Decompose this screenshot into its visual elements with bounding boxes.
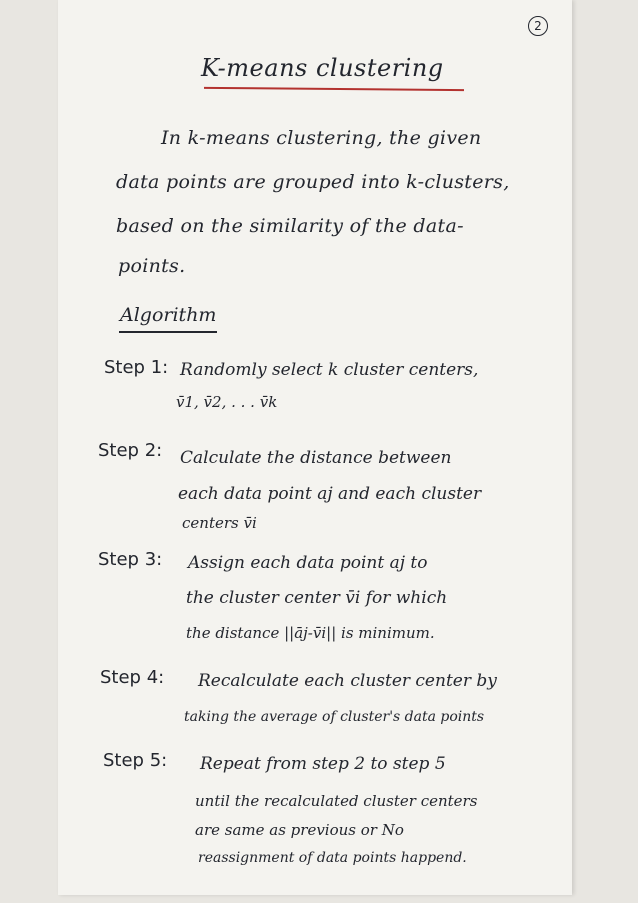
step-2-line-3: centers v̄i bbox=[182, 514, 257, 532]
step-4-label: Step 4: bbox=[100, 667, 165, 688]
step-5-line-3: are same as previous or No bbox=[195, 821, 404, 839]
title-underline bbox=[204, 87, 464, 91]
step-3-line-2: the cluster center v̄i for which bbox=[186, 588, 448, 608]
step-4-line-1: Recalculate each cluster center by bbox=[198, 671, 497, 691]
intro-line-4: points. bbox=[118, 255, 186, 277]
step-3-line-3: the distance ||āj-v̄i|| is minimum. bbox=[186, 624, 435, 642]
page-title: K-means clustering bbox=[201, 54, 444, 82]
step-5-label: Step 5: bbox=[103, 750, 168, 771]
step-1-line-1: Randomly select k cluster centers, bbox=[180, 360, 479, 380]
step-1-line-2: v̄1, v̄2, . . . v̄k bbox=[176, 393, 278, 411]
notebook-page bbox=[58, 0, 572, 895]
intro-line-3: based on the similarity of the data- bbox=[116, 215, 464, 237]
algorithm-heading-underline bbox=[119, 331, 217, 333]
step-5-line-1: Repeat from step 2 to step 5 bbox=[200, 754, 446, 774]
step-2-line-1: Calculate the distance between bbox=[180, 448, 452, 468]
step-2-line-2: each data point aj and each cluster bbox=[178, 484, 482, 504]
step-1-label: Step 1: bbox=[104, 357, 169, 378]
intro-line-1: In k-means clustering, the given bbox=[161, 127, 482, 149]
step-4-line-2: taking the average of cluster's data points bbox=[184, 709, 485, 725]
step-5-line-4: reassignment of data points happend. bbox=[198, 850, 467, 866]
page-number-badge: 2 bbox=[528, 16, 548, 36]
step-3-label: Step 3: bbox=[98, 549, 163, 570]
step-5-line-2: until the recalculated cluster centers bbox=[195, 792, 478, 810]
step-3-line-1: Assign each data point aj to bbox=[188, 553, 428, 573]
step-2-label: Step 2: bbox=[98, 440, 163, 461]
intro-line-2: data points are grouped into k-clusters, bbox=[116, 171, 510, 193]
algorithm-heading: Algorithm bbox=[120, 304, 217, 326]
